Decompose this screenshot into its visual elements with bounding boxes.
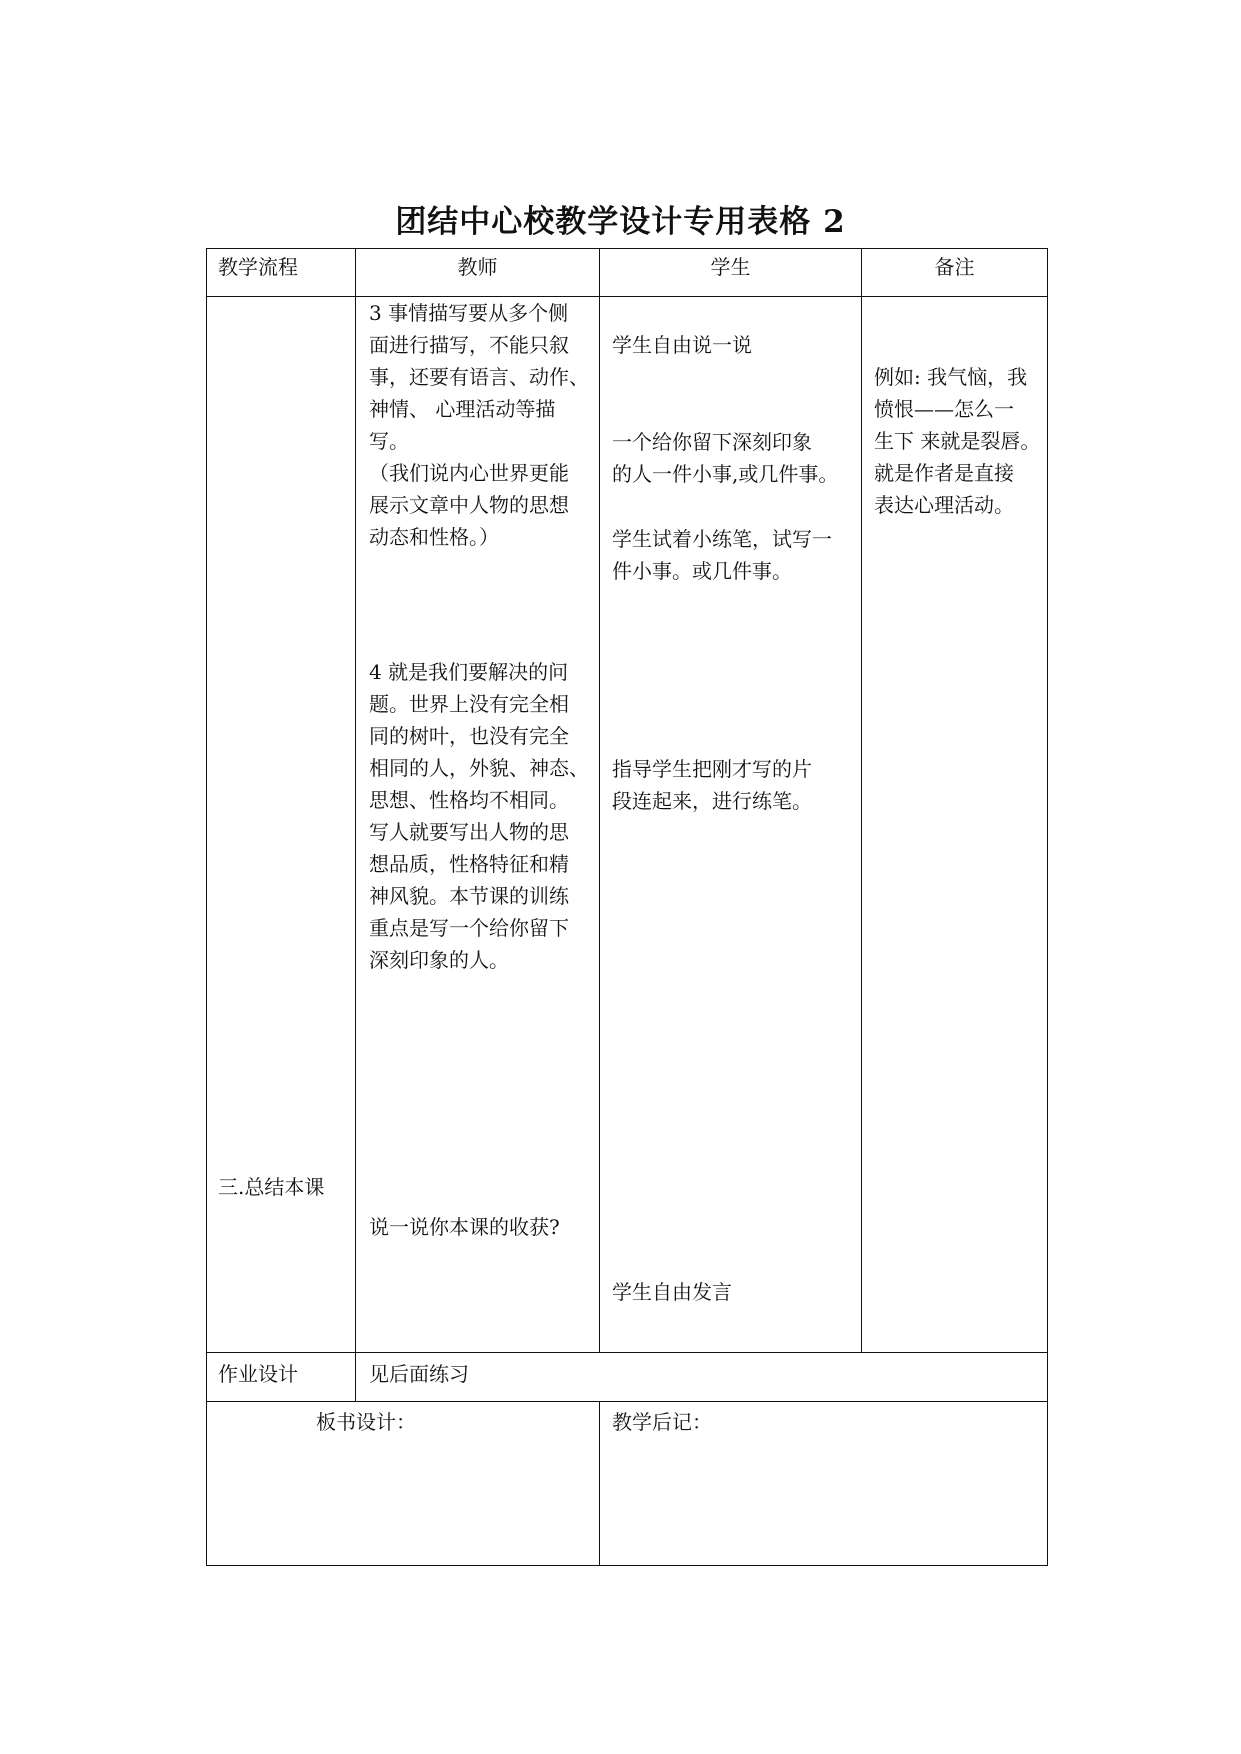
body-divider [206, 1352, 1048, 1353]
student-block-4: 指导学生把刚才写的片 段连起来，进行练笔。 [612, 757, 812, 813]
table-border-top [206, 248, 1048, 249]
student-block-1: 学生自由说一说 [612, 333, 752, 357]
table-border-right [1047, 248, 1048, 1566]
column-divider-1 [355, 248, 356, 1401]
column-divider-3 [861, 248, 862, 1352]
header-teacher: 教师 [457, 255, 498, 279]
student-block-2: 一个给你留下深刻印象 的人一件小事,或几件事。 [612, 430, 839, 486]
homework-divider [206, 1401, 1048, 1402]
teacher-block-1: 3 事情描写要从多个侧 面进行描写，不能只叙 事，还要有语言、动作、 神情、 心理活动等描 写。 （我们说内心世界更能 展示文章中人物的思想 动态和性格。） [369, 301, 589, 549]
teacher-block-3: 说一说你本课的收获? [369, 1215, 560, 1239]
header-notes: 备注 [934, 255, 975, 279]
homework-value: 见后面练习 [369, 1362, 469, 1386]
process-summary: 三.总结本课 [218, 1175, 325, 1199]
header-process: 教学流程 [218, 255, 298, 279]
post-notes-label: 教学后记： [612, 1410, 712, 1434]
page-title: 团结中心校教学设计专用表格 2 [395, 204, 846, 240]
teacher-block-2: 4 就是我们要解决的问 题。世界上没有完全相 同的树叶，也没有完全 相同的人，外貌、神态、 思想、性格均不相同。 写人就要写出人物的思 想品质，性格特征和精 神风貌。本节课的训练 重点是写一个给你留下 深刻印象的人。 [369, 660, 589, 972]
student-block-3: 学生试着小练笔，试写一 件小事。或几件事。 [612, 527, 832, 583]
column-divider-2 [599, 248, 600, 1352]
header-divider [206, 296, 1048, 297]
homework-label: 作业设计 [218, 1362, 298, 1386]
lesson-plan-table [206, 248, 1048, 1566]
student-block-5: 学生自由发言 [612, 1280, 732, 1304]
board-design-label: 板书设计： [316, 1410, 416, 1434]
notes-block: 例如: 我气恼，我 愤恨——怎么一 生下 来就是裂唇。 就是作者是直接 表达心理活动。 [874, 365, 1041, 517]
footer-column-divider [599, 1401, 600, 1566]
table-border-bottom [206, 1565, 1048, 1566]
header-student: 学生 [710, 255, 751, 279]
table-border-left [206, 248, 207, 1566]
